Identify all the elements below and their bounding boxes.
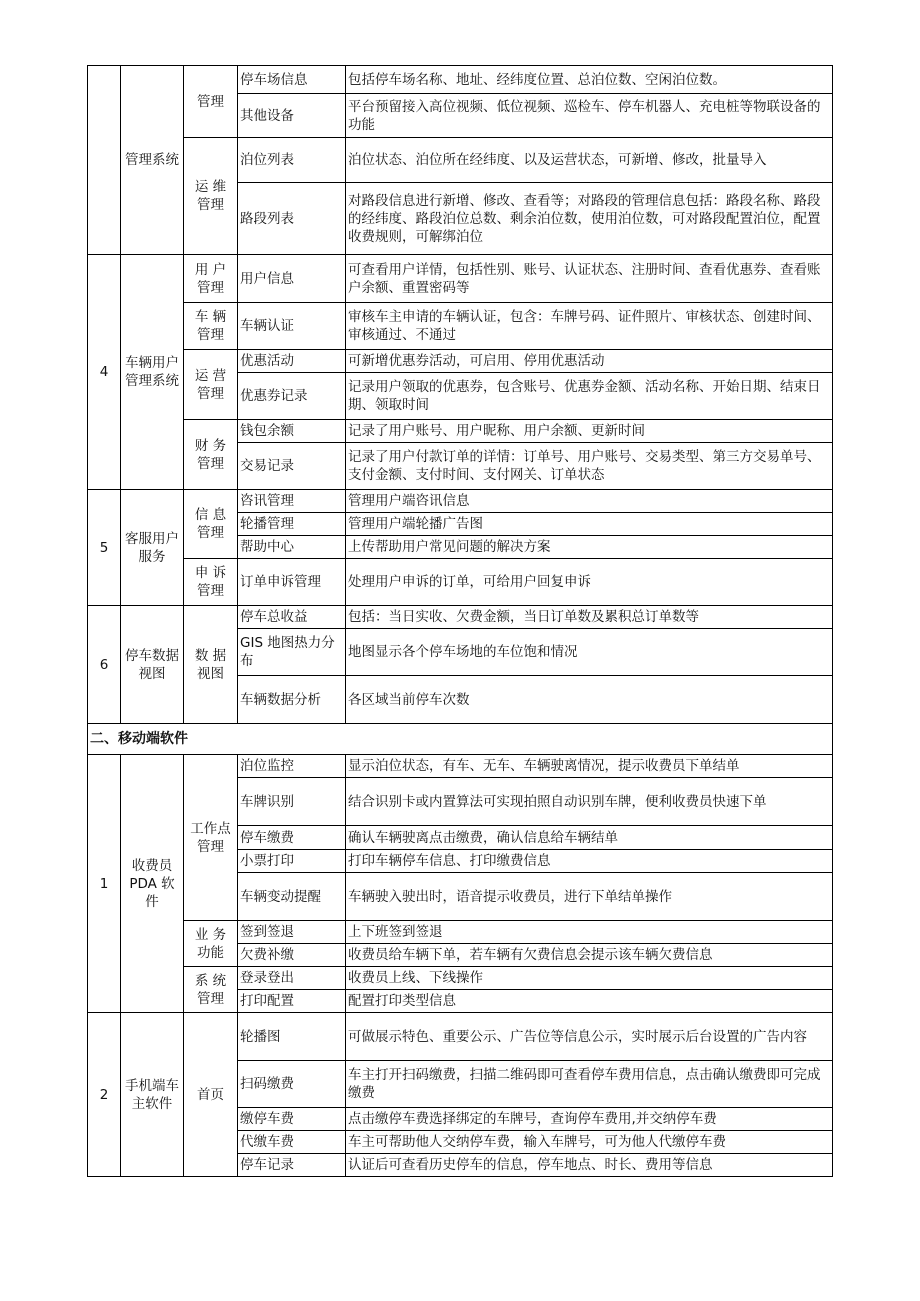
module-name: 车 辆 管理	[184, 303, 238, 350]
function-description: 对路段信息进行新增、修改、查看等；对路段的管理信息包括：路段名称、路段的经纬度、路段泊位总数、剩余泊位数，使用泊位数，可对路段配置泊位，配置收费规则，可解绑泊位	[346, 183, 833, 255]
row-number	[88, 66, 121, 255]
table-row	[88, 559, 833, 606]
table-row	[88, 303, 833, 350]
table-row	[88, 1013, 833, 1061]
function-name: 车辆认证	[238, 303, 346, 350]
function-description: 收费员给车辆下单，若车辆有欠费信息会提示该车辆欠费信息	[346, 944, 833, 967]
function-description: 地图显示各个停车场地的车位饱和情况	[346, 629, 833, 676]
module-name: 业 务 功能	[184, 921, 238, 967]
function-name: 泊位监控	[238, 755, 346, 778]
function-description: 包括：当日实收、欠费金额，当日订单数及累积总订单数等	[346, 606, 833, 629]
function-description: 管理用户端轮播广告图	[346, 513, 833, 536]
function-name: 其他设备	[238, 94, 346, 138]
function-description: 配置打印类型信息	[346, 990, 833, 1013]
function-name: 欠费补缴	[238, 944, 346, 967]
system-name: 手机端车主软件	[121, 1013, 184, 1177]
function-description: 各区域当前停车次数	[346, 676, 833, 724]
function-description: 记录用户领取的优惠券，包含账号、优惠券金额、活动名称、开始日期、结束日期、领取时间	[346, 373, 833, 420]
module-name: 信 息 管理	[184, 490, 238, 559]
table-row	[88, 490, 833, 513]
function-description: 包括停车场名称、地址、经纬度位置、总泊位数、空闲泊位数。	[346, 66, 833, 94]
function-name: 优惠活动	[238, 350, 346, 373]
system-name: 车辆用户管理系统	[121, 255, 184, 490]
function-name: 咨讯管理	[238, 490, 346, 513]
function-name: 钱包余额	[238, 420, 346, 443]
function-description: 收费员上线、下线操作	[346, 967, 833, 990]
function-name: 车牌识别	[238, 778, 346, 826]
table-row	[88, 420, 833, 443]
function-name: 停车总收益	[238, 606, 346, 629]
function-description: 可查看用户详情，包括性别、账号、认证状态、注册时间、查看优惠券、查看账户余额、重置密码等	[346, 255, 833, 303]
module-name: 财 务 管理	[184, 420, 238, 490]
system-name: 管理系统	[121, 66, 184, 255]
function-description: 上下班签到签退	[346, 921, 833, 944]
function-name: 小票打印	[238, 850, 346, 873]
function-description: 上传帮助用户常见问题的解决方案	[346, 536, 833, 559]
function-description: 车辆驶入驶出时，语音提示收费员，进行下单结单操作	[346, 873, 833, 921]
table-row	[88, 350, 833, 373]
function-description: 车主打开扫码缴费，扫描二维码即可查看停车费用信息，点击确认缴费即可完成缴费	[346, 1061, 833, 1108]
function-description: 审核车主申请的车辆认证，包含：车牌号码、证件照片、审核状态、创建时间、审核通过、不通过	[346, 303, 833, 350]
table-row	[88, 921, 833, 944]
system-name: 客服用户服务	[121, 490, 184, 606]
table-row	[88, 255, 833, 303]
row-number: 2	[88, 1013, 121, 1177]
row-number: 6	[88, 606, 121, 724]
module-name: 运 营 管理	[184, 350, 238, 420]
function-description: 记录了用户付款订单的详情：订单号、用户账号、交易类型、第三方交易单号、支付金额、支付时间、支付网关、订单状态	[346, 443, 833, 490]
spec-table	[87, 65, 833, 1177]
function-name: 路段列表	[238, 183, 346, 255]
function-name: 停车缴费	[238, 826, 346, 850]
module-name: 首页	[184, 1013, 238, 1177]
function-description: 可新增优惠券活动，可启用、停用优惠活动	[346, 350, 833, 373]
function-description: 点击缴停车费选择绑定的车牌号，查询停车费用,并交纳停车费	[346, 1108, 833, 1131]
function-name: 登录登出	[238, 967, 346, 990]
function-name: GIS 地图热力分布	[238, 629, 346, 676]
row-number: 4	[88, 255, 121, 490]
function-name: 车辆变动提醒	[238, 873, 346, 921]
function-description: 泊位状态、泊位所在经纬度、以及运营状态，可新增、修改，批量导入	[346, 138, 833, 183]
function-name: 打印配置	[238, 990, 346, 1013]
function-description: 管理用户端咨讯信息	[346, 490, 833, 513]
function-name: 用户信息	[238, 255, 346, 303]
function-name: 优惠券记录	[238, 373, 346, 420]
table-row	[88, 66, 833, 94]
row-number: 5	[88, 490, 121, 606]
function-name: 停车记录	[238, 1154, 346, 1177]
table-row	[88, 755, 833, 778]
row-number: 1	[88, 755, 121, 1013]
table-row	[88, 967, 833, 990]
module-name: 运 维 管理	[184, 138, 238, 255]
function-name: 订单申诉管理	[238, 559, 346, 606]
function-name: 停车场信息	[238, 66, 346, 94]
system-name: 收费员 PDA 软件	[121, 755, 184, 1013]
function-description: 确认车辆驶离点击缴费，确认信息给车辆结单	[346, 826, 833, 850]
function-description: 打印车辆停车信息、打印缴费信息	[346, 850, 833, 873]
function-name: 轮播图	[238, 1013, 346, 1061]
module-name: 数 据 视图	[184, 606, 238, 724]
function-name: 代缴车费	[238, 1131, 346, 1154]
function-description: 可做展示特色、重要公示、广告位等信息公示，实时展示后台设置的广告内容	[346, 1013, 833, 1061]
function-description: 处理用户申诉的订单，可给用户回复申诉	[346, 559, 833, 606]
function-name: 轮播管理	[238, 513, 346, 536]
module-name: 系 统 管理	[184, 967, 238, 1013]
module-name: 用 户 管理	[184, 255, 238, 303]
module-name: 申 诉 管理	[184, 559, 238, 606]
function-name: 交易记录	[238, 443, 346, 490]
function-name: 签到签退	[238, 921, 346, 944]
function-description: 车主可帮助他人交纳停车费，输入车牌号，可为他人代缴停车费	[346, 1131, 833, 1154]
function-description: 记录了用户账号、用户昵称、用户余额、更新时间	[346, 420, 833, 443]
section-heading-row	[88, 724, 833, 755]
table-row	[88, 606, 833, 629]
function-description: 显示泊位状态，有车、无车、车辆驶离情况，提示收费员下单结单	[346, 755, 833, 778]
function-name: 扫码缴费	[238, 1061, 346, 1108]
function-name: 帮助中心	[238, 536, 346, 559]
function-name: 缴停车费	[238, 1108, 346, 1131]
module-name: 管理	[184, 66, 238, 138]
system-name: 停车数据视图	[121, 606, 184, 724]
function-description: 认证后可查看历史停车的信息，停车地点、时长、费用等信息	[346, 1154, 833, 1177]
section-heading: 二、移动端软件	[88, 724, 833, 755]
function-description: 平台预留接入高位视频、低位视频、巡检车、停车机器人、充电桩等物联设备的功能	[346, 94, 833, 138]
function-name: 泊位列表	[238, 138, 346, 183]
table-row	[88, 138, 833, 183]
function-description: 结合识别卡或内置算法可实现拍照自动识别车牌，便利收费员快速下单	[346, 778, 833, 826]
function-name: 车辆数据分析	[238, 676, 346, 724]
module-name: 工作点管理	[184, 755, 238, 921]
